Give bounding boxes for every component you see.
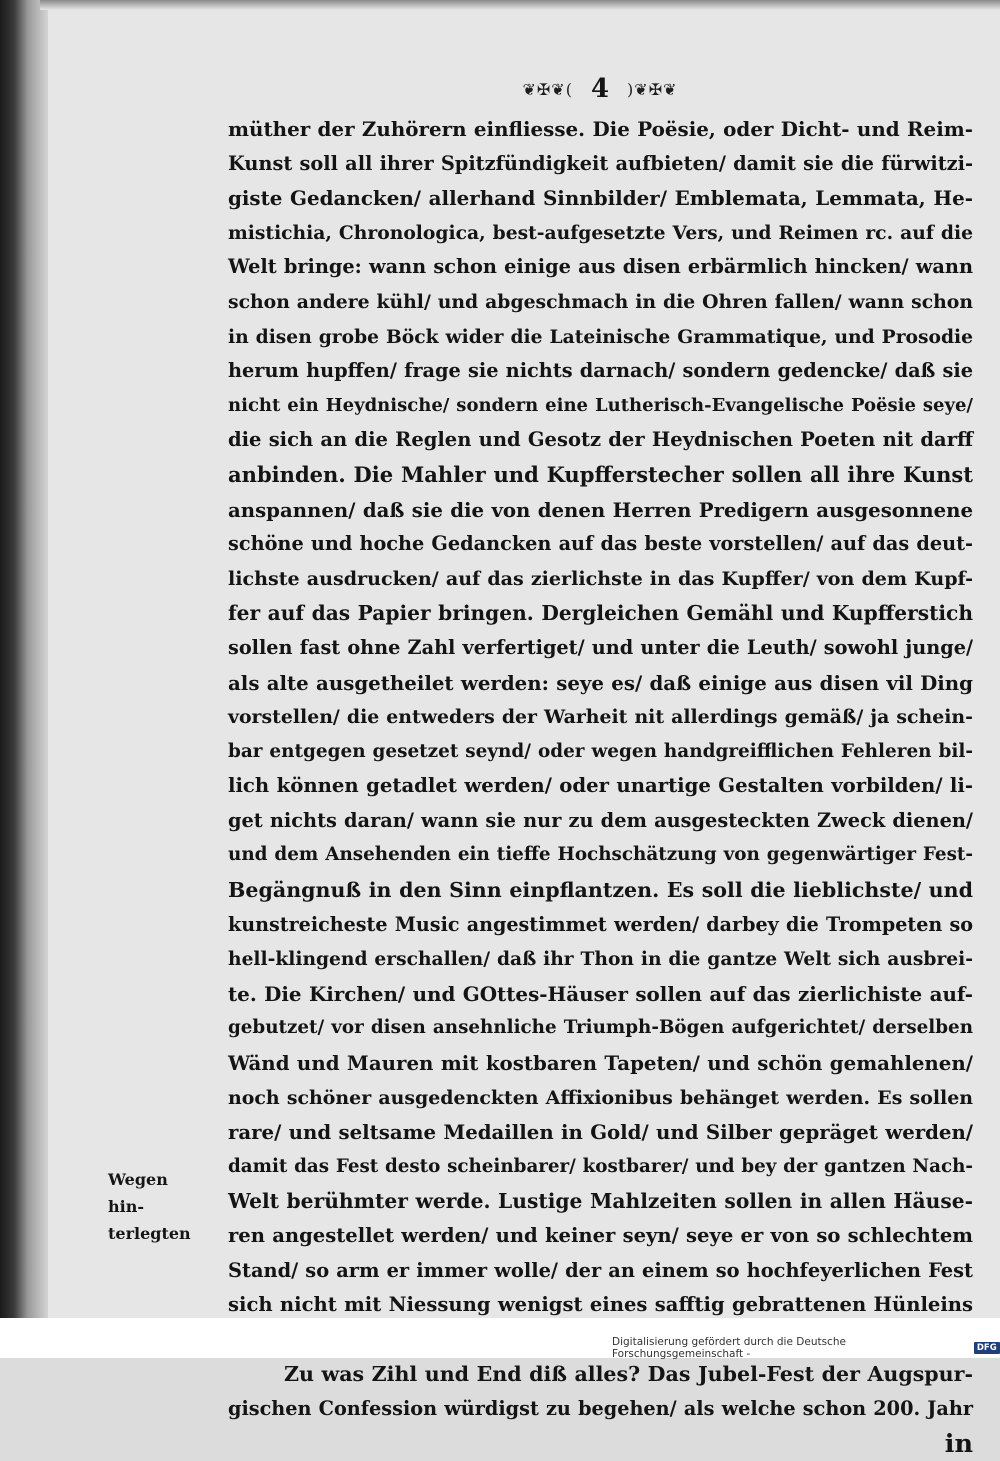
text-line: gischen Confession würdigst zu begehen/ als welche schon 200. Jahr [228,1392,973,1427]
text-line: te. Die Kirchen/ und GOttes-Häuser sollen auf das zierlichiste auf- [228,977,973,1012]
text-line: Stand/ so arm er immer wolle/ der an einem so hochfeyerlichen Fest [228,1254,973,1289]
ornament-left: ❦✠❦( [522,80,572,99]
page-top-shadow [40,0,1000,10]
text-line: bar entgegen gesetzet seynd/ oder wegen handgreifflichen Fehleren bil- [228,735,973,770]
text-line: Begängnuß in den Sinn einpflantzen. Es soll die lieblichste/ und [228,873,973,908]
text-line: Wänd und Mauren mit kostbaren Tapeten/ und schön gemahlenen/ [228,1046,973,1081]
text-line: nicht ein Heydnische/ sondern eine Lutherisch-Evangelische Poësie seye/ [228,389,973,424]
text-line: in disen grobe Böck wider die Lateinische Grammatique, und Prosodie [228,320,973,355]
text-line: herum hupffen/ frage sie nichts darnach/ sondern gedencke/ daß sie [228,354,973,389]
catchword: in [228,1427,973,1461]
text-line: Zu was Zihl und End diß alles? Das Jubel-Fest der Augspur- [228,1357,973,1392]
text-line: fer auf das Papier bringen. Dergleichen Gemähl und Kupfferstich [228,596,973,631]
text-line: get nichts daran/ wann sie nur zu dem ausgesteckten Zweck dienen/ [228,804,973,839]
dfg-logo: DFG [974,1342,1000,1354]
text-line: gebutzet/ vor disen ansehnliche Triumph-Bögen aufgerichtet/ derselben [228,1011,973,1046]
text-line: schöne und hoche Gedancken auf das beste vorstellen/ auf das deut- [228,527,973,562]
margin-note-line: Wegen hin- [108,1166,204,1220]
text-line: lich können getadlet werden/ oder unartige Gestalten vorbilden/ li- [228,769,973,804]
text-line: anbinden. Die Mahler und Kupfferstecher sollen all ihre Kunst [228,458,973,493]
text-line: Welt bringe: wann schon einige aus disen erbärmlich hincken/ wann [228,250,973,285]
text-line: schon andere kühl/ und abgeschmach in die Ohren fallen/ wann schon [228,285,973,320]
text-line: lichste ausdrucken/ auf das zierlichste in das Kupffer/ von dem Kupf- [228,562,973,597]
ornament-right: )❦✠❦ [627,80,677,99]
text-line: die sich an die Reglen und Gesotz der Heydnischen Poeten nit darff [228,423,973,458]
text-line: sollen fast ohne Zahl verfertiget/ und unter die Leuth/ sowohl junge/ [228,631,973,666]
text-line: Welt berühmter werde. Lustige Mahlzeiten sollen in allen Häuse- [228,1184,973,1219]
credit-text: Digitalisierung gefördert durch die Deutsche Forschungsgemeinschaft - [612,1336,968,1360]
text-line: Kunst soll all ihrer Spitzfündigkeit aufbieten/ damit sie die fürwitzi- [228,147,973,182]
text-line: als alte ausgetheilet werden: seye es/ daß einige aus disen vil Ding [228,666,973,701]
text-line: vorstellen/ die entweders der Warheit nit allerdings gemäß/ ja schein- [228,700,973,735]
text-line: damit das Fest desto scheinbarer/ kostbarer/ und bey der gantzen Nach- [228,1150,973,1185]
text-line: hell-klingend erschallen/ daß ihr Thon in die gantze Welt sich ausbrei- [228,942,973,977]
margin-note-line: terlegten [108,1220,204,1247]
page-number: 4 [591,74,609,104]
digitization-credit [612,1340,1000,1356]
text-line: anspannen/ daß sie die von denen Herren Predigern ausgesonnene [228,493,973,528]
text-line: und dem Ansehenden ein tieffe Hochschätzung von gegenwärtiger Fest- [228,838,973,873]
body-text [228,112,973,1461]
page-header [490,72,710,106]
text-line: rare/ und seltsame Medaillen in Gold/ und Silber gepräget werden/ [228,1115,973,1150]
text-line: ren angestellet werden/ und keiner seyn/ seye er von so schlechtem [228,1219,973,1254]
margin-note [108,1166,204,1247]
text-line: mistichia, Chronologica, best-aufgesetzte Vers, und Reimen rc. auf die [228,216,973,251]
text-line: noch schöner ausgedenckten Affixionibus behänget werden. Es sollen [228,1081,973,1116]
text-line: müther der Zuhörern einfliesse. Die Poësie, oder Dicht- und Reim- [228,112,973,147]
book-binding-shadow [0,0,48,1330]
text-line: kunstreicheste Music angestimmet werden/ darbey die Trompeten so [228,908,973,943]
text-line: giste Gedancken/ allerhand Sinnbilder/ Emblemata, Lemmata, He- [228,181,973,216]
text-line: sich nicht mit Niessung wenigst eines safftig gebrattenen Hünleins [228,1288,973,1323]
